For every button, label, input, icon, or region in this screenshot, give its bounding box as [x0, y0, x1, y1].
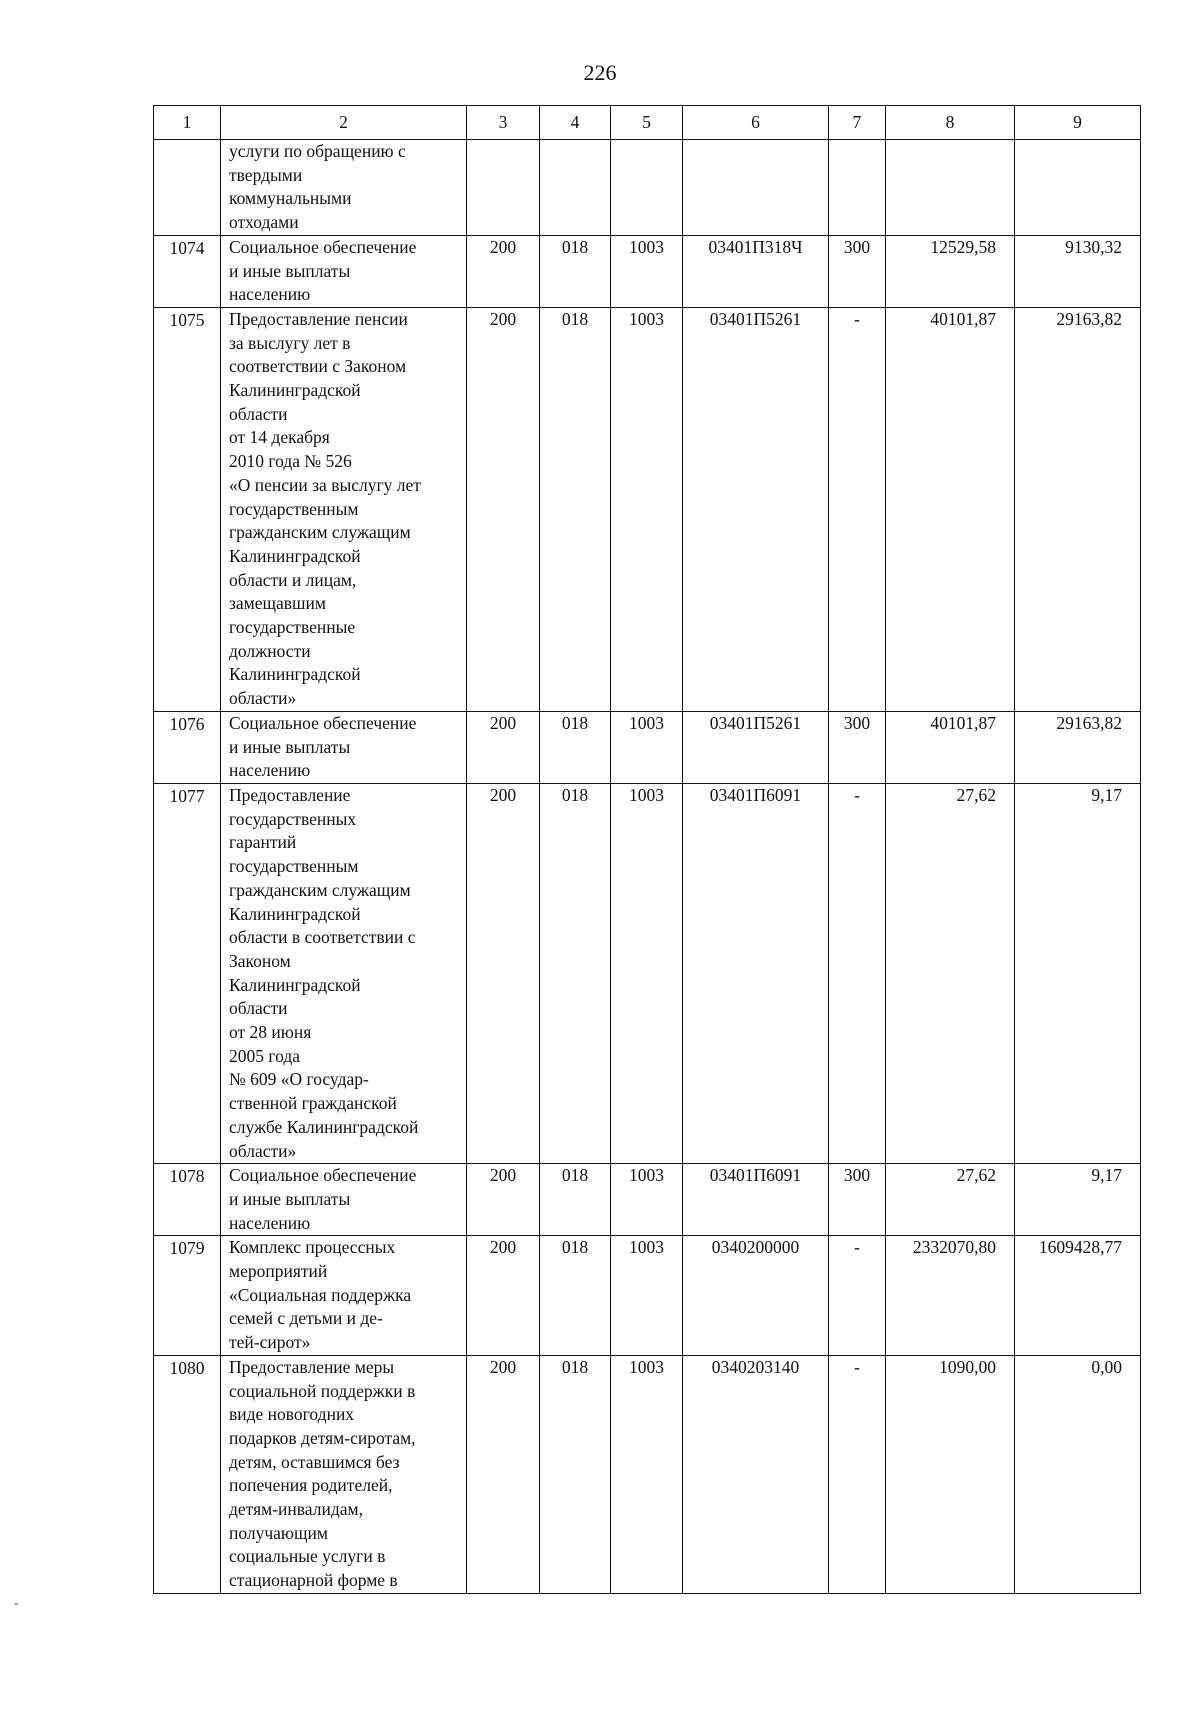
cell-col4: 018 — [540, 1355, 611, 1593]
cell-col5: 1003 — [611, 1236, 683, 1356]
cell-col8: 2332070,80 — [886, 1236, 1015, 1356]
row-name — [221, 711, 467, 783]
cell-col8: 1090,00 — [886, 1355, 1015, 1593]
cell-col6: 03401П318Ч — [683, 235, 829, 307]
cell-col4: 018 — [540, 307, 611, 711]
table-row — [154, 1164, 1141, 1236]
cell-col6: 03401П6091 — [683, 1164, 829, 1236]
cell-col9: 9130,32 — [1015, 235, 1141, 307]
cell-col8: 27,62 — [886, 1164, 1015, 1236]
column-header: 4 — [540, 106, 611, 140]
cell-col7: - — [829, 1236, 886, 1356]
column-header: 7 — [829, 106, 886, 140]
cell-col4 — [540, 140, 611, 236]
table-row — [154, 783, 1141, 1163]
cell-col3: 200 — [467, 235, 540, 307]
column-header: 5 — [611, 106, 683, 140]
cell-col7: 300 — [829, 1164, 886, 1236]
cell-col6: 03401П6091 — [683, 783, 829, 1163]
cell-col4: 018 — [540, 711, 611, 783]
cell-col8: 12529,58 — [886, 235, 1015, 307]
row-name — [221, 1236, 467, 1356]
table-row — [154, 307, 1141, 711]
cell-col9: 1609428,77 — [1015, 1236, 1141, 1356]
cell-col6: 03401П5261 — [683, 307, 829, 711]
cell-col7: 300 — [829, 711, 886, 783]
cell-col6: 03401П5261 — [683, 711, 829, 783]
row-name — [221, 1164, 467, 1236]
row-number: 1080 — [154, 1355, 221, 1593]
cell-col4: 018 — [540, 1236, 611, 1356]
row-name-text: Предоставление пенсии за выслугу лет в соответствии с Законом Калининградской области от 14 декабря 2010 года № 526 «О пенсии за выслугу лет государственным гражданским служащим Калининградской области и лицам, замещавшим государственные должности Калининградской области» — [229, 308, 421, 709]
cell-col5: 1003 — [611, 1355, 683, 1593]
row-name-text: Предоставление государственных гарантий государственным гражданским служащим Калининградской области в соответствии с Законом Калининградской области от 28 июня 2005 года № 609 «О государ- ственной гражданской службе Калининградской области» — [229, 784, 419, 1161]
row-name — [221, 307, 467, 711]
cell-col7: - — [829, 307, 886, 711]
cell-col3: 200 — [467, 1236, 540, 1356]
cell-col3 — [467, 140, 540, 236]
cell-col8: 40101,87 — [886, 711, 1015, 783]
row-number: 1075 — [154, 307, 221, 711]
row-name-text: Социальное обеспечение и иные выплаты населению — [229, 236, 417, 305]
row-name-text: услуги по обращению с твердыми коммунальными отходами — [229, 141, 406, 233]
cell-col9: 29163,82 — [1015, 711, 1141, 783]
table-row — [154, 1355, 1141, 1593]
row-number: 1074 — [154, 235, 221, 307]
row-name — [221, 783, 467, 1163]
cell-col9: 9,17 — [1015, 1164, 1141, 1236]
cell-col5 — [611, 140, 683, 236]
cell-col3: 200 — [467, 1355, 540, 1593]
row-name — [221, 235, 467, 307]
row-number — [154, 140, 221, 236]
column-header: 9 — [1015, 106, 1141, 140]
cell-col9: 0,00 — [1015, 1355, 1141, 1593]
cell-col6 — [683, 140, 829, 236]
scan-mark: - — [14, 1596, 19, 1611]
row-name-text: Социальное обеспечение и иные выплаты населению — [229, 712, 417, 781]
row-number: 1078 — [154, 1164, 221, 1236]
cell-col3: 200 — [467, 783, 540, 1163]
header-row — [154, 106, 1141, 140]
cell-col7: 300 — [829, 235, 886, 307]
page-number: 226 — [583, 60, 617, 85]
cell-col6: 0340200000 — [683, 1236, 829, 1356]
row-number: 1079 — [154, 1236, 221, 1356]
cell-col9: 9,17 — [1015, 783, 1141, 1163]
cell-col3: 200 — [467, 711, 540, 783]
row-number: 1077 — [154, 783, 221, 1163]
column-header: 6 — [683, 106, 829, 140]
cell-col7 — [829, 140, 886, 236]
cell-col4: 018 — [540, 783, 611, 1163]
row-name-text: Предоставление меры социальной поддержки в виде новогодних подарков детям-сиротам, детям, оставшимся без попечения родителей, детям-инвалидам, получающим социальные услуги в стационарной форме в — [229, 1356, 416, 1591]
cell-col5: 1003 — [611, 307, 683, 711]
table-row — [154, 235, 1141, 307]
cell-col5: 1003 — [611, 235, 683, 307]
cell-col9 — [1015, 140, 1141, 236]
row-number: 1076 — [154, 711, 221, 783]
cell-col5: 1003 — [611, 783, 683, 1163]
cell-col7: - — [829, 1355, 886, 1593]
cell-col5: 1003 — [611, 711, 683, 783]
column-header: 3 — [467, 106, 540, 140]
cell-col3: 200 — [467, 307, 540, 711]
cell-col7: - — [829, 783, 886, 1163]
cell-col8: 40101,87 — [886, 307, 1015, 711]
cell-col6: 0340203140 — [683, 1355, 829, 1593]
table-row — [154, 711, 1141, 783]
cell-col4: 018 — [540, 1164, 611, 1236]
column-header: 2 — [221, 106, 467, 140]
row-name — [221, 1355, 467, 1593]
row-name-text: Комплекс процессных мероприятий «Социальная поддержка семей с детьми и де- тей-сирот» — [229, 1237, 412, 1353]
cell-col3: 200 — [467, 1164, 540, 1236]
table-row — [154, 140, 1141, 236]
table-row — [154, 1236, 1141, 1356]
column-header: 1 — [154, 106, 221, 140]
column-header: 8 — [886, 106, 1015, 140]
cell-col9: 29163,82 — [1015, 307, 1141, 711]
budget-table — [153, 105, 1141, 1594]
cell-col8 — [886, 140, 1015, 236]
cell-col4: 018 — [540, 235, 611, 307]
row-name — [221, 140, 467, 236]
cell-col5: 1003 — [611, 1164, 683, 1236]
cell-col8: 27,62 — [886, 783, 1015, 1163]
row-name-text: Социальное обеспечение и иные выплаты населению — [229, 1165, 417, 1233]
